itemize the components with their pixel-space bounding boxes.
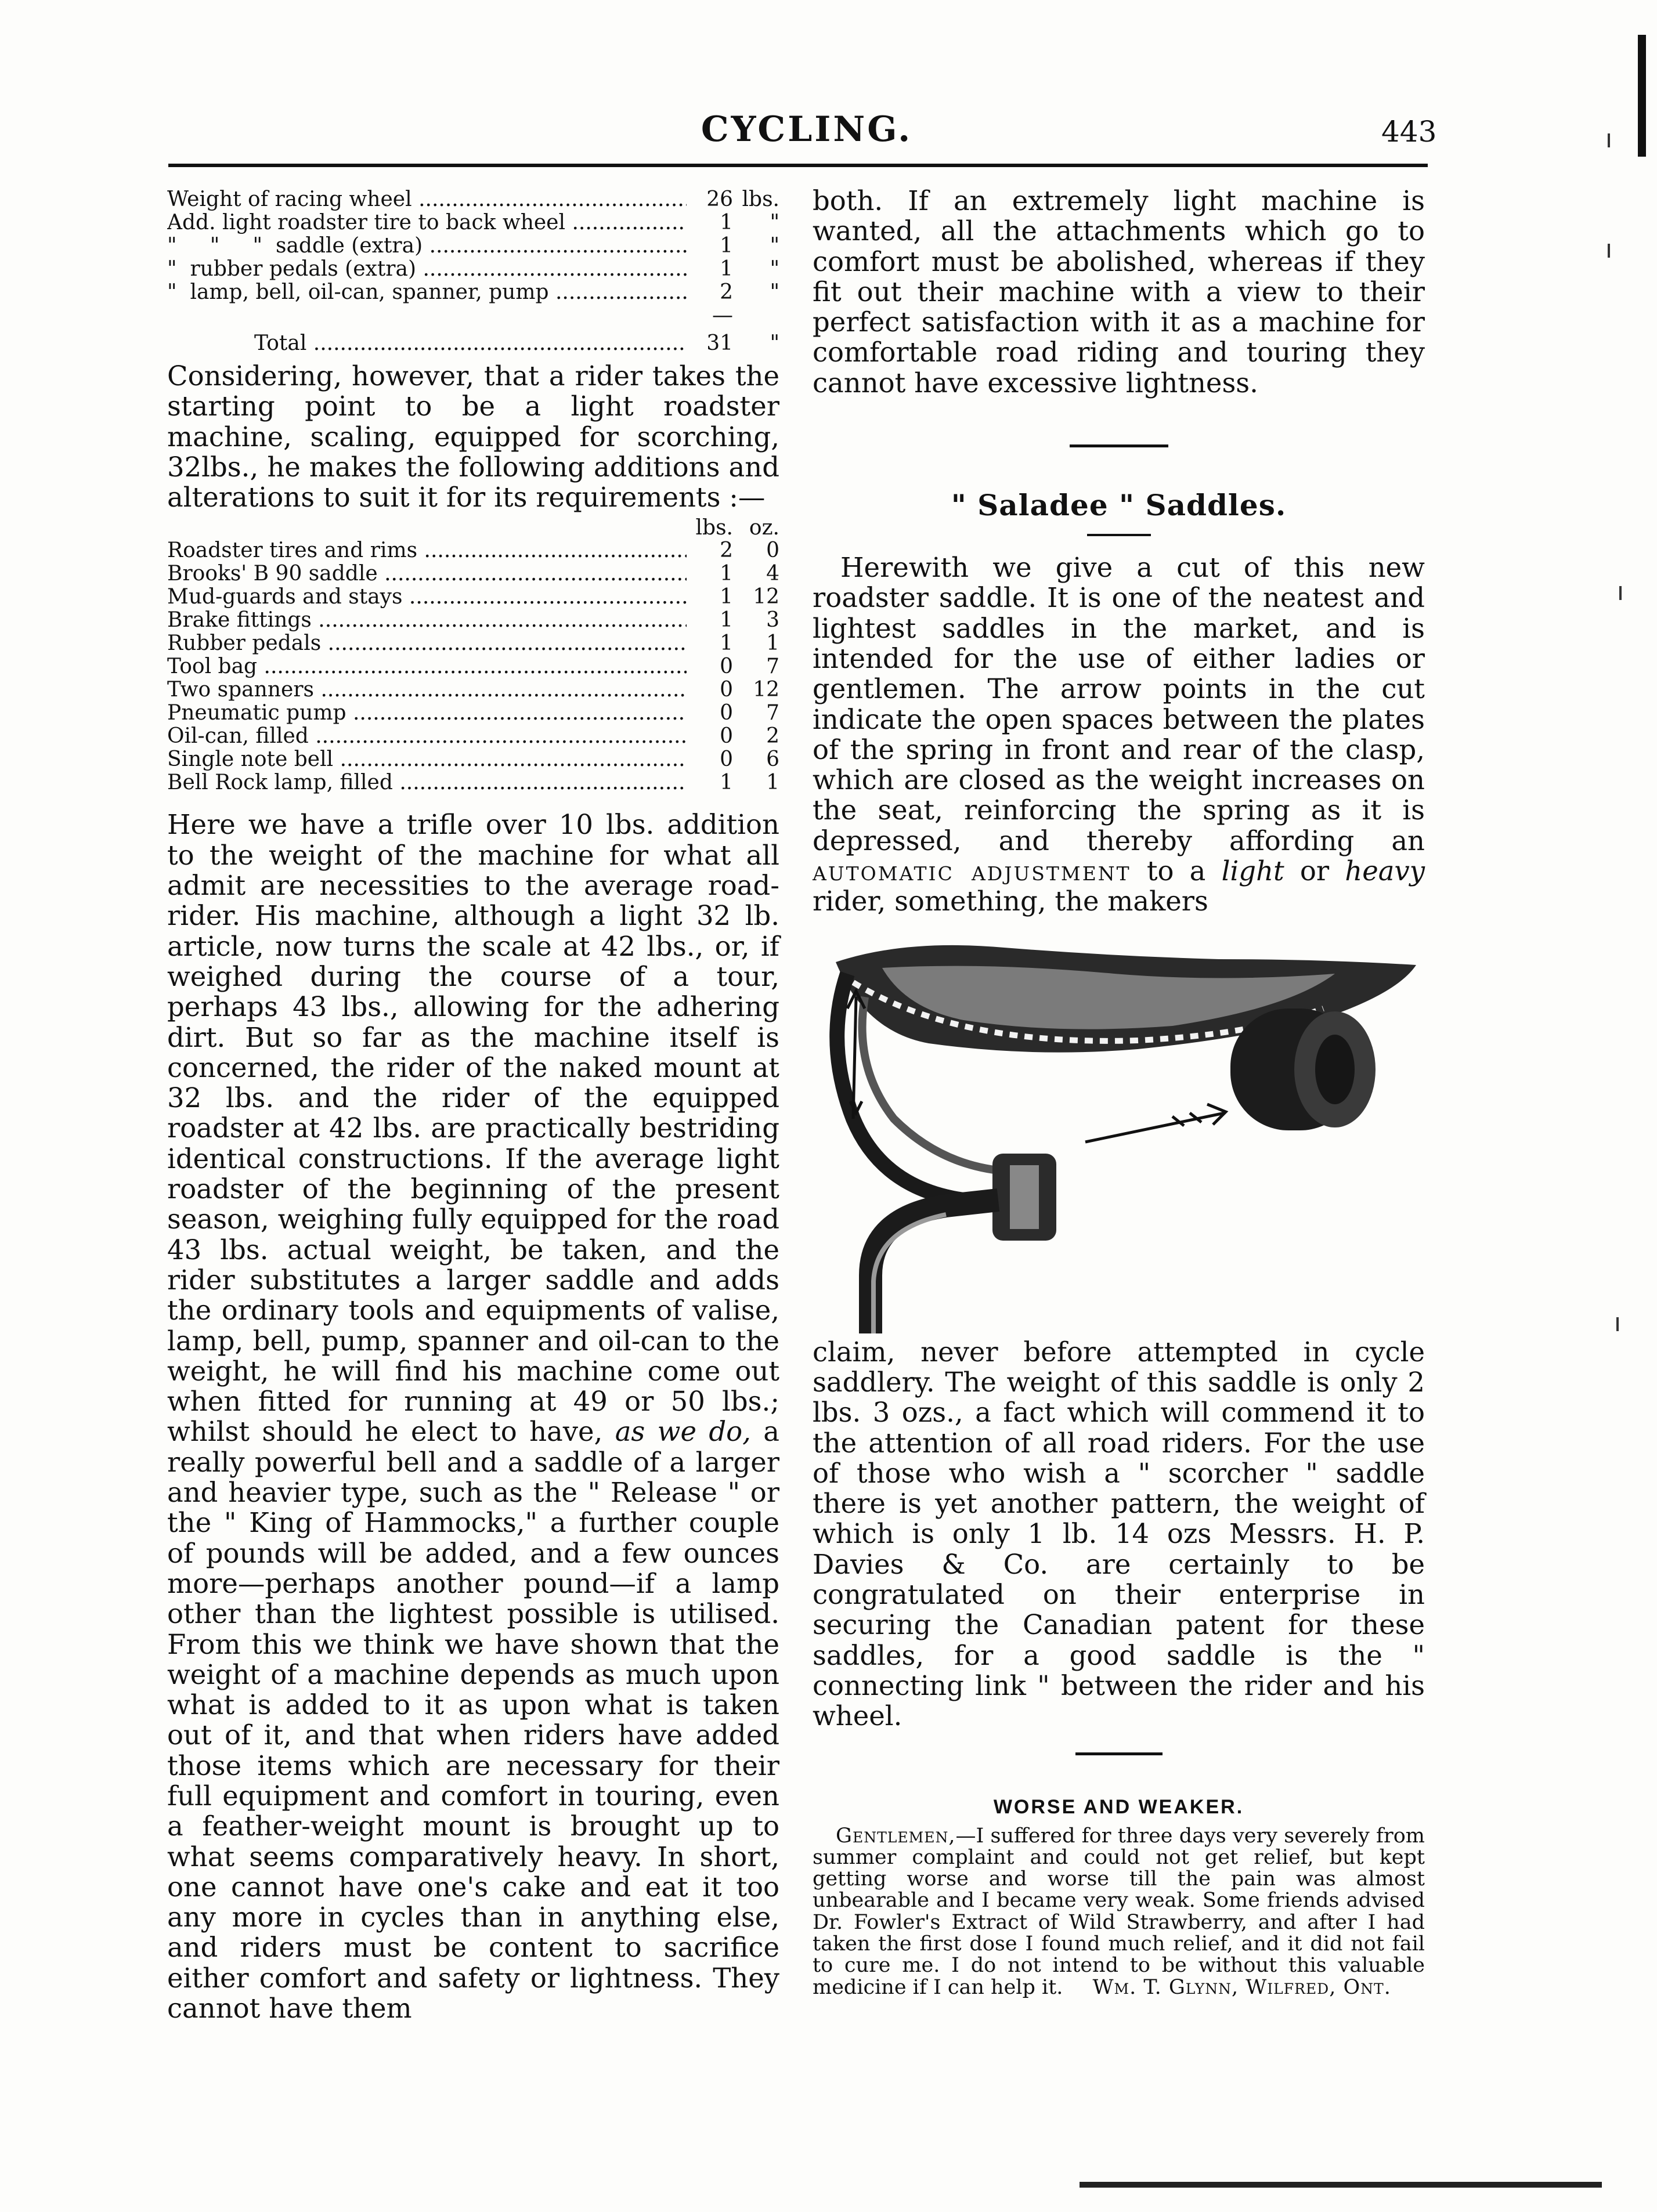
table-row (167, 632, 779, 655)
item-label: Bell Rock lamp, filled ..... (167, 771, 687, 794)
row-value: 26 (706, 187, 733, 211)
table-row (167, 702, 779, 725)
ad-body (813, 1826, 1425, 1998)
table-row (167, 655, 779, 678)
saddle-illustration (813, 927, 1425, 1333)
column-header-oz: oz. (749, 516, 779, 540)
text-run: rider, something, the makers (813, 885, 1208, 917)
total-label: Total ..... (167, 332, 687, 355)
item-lbs: 0 (720, 724, 733, 749)
additions-table-header (167, 517, 779, 539)
item-label: Rubber pedals ..... (167, 632, 687, 655)
table-row (167, 258, 779, 281)
paragraph: Considering, however, that a rider takes the starting point to be a light roadster machine, scaling, equipped for scorching, 32lbs., he makes the following additions and alterations to suit it for its requirements :— (167, 360, 779, 514)
item-oz: 7 (766, 655, 779, 679)
small-caps-text: automatic adjustment (813, 855, 1131, 887)
item-label: Two spanners ..... (167, 678, 687, 702)
section-divider (1075, 1752, 1163, 1755)
scan-mark (1608, 244, 1610, 258)
row-unit: " (770, 234, 779, 258)
row-label: Weight of racing wheel ..... (167, 188, 687, 211)
table-row (167, 188, 779, 211)
right-column (813, 186, 1425, 1998)
arrow-icon (1085, 1104, 1226, 1142)
table-row (167, 585, 779, 609)
row-value: 2 (720, 280, 733, 304)
item-oz: 6 (766, 747, 779, 772)
article-title: " Saladee " Saddles. (951, 488, 1287, 523)
item-oz: 3 (766, 608, 779, 632)
table-row (167, 234, 779, 258)
additions-table (167, 539, 779, 794)
table-row (167, 725, 779, 748)
paragraph: both. If an extremely light machine is wanted, all the attachments which go to comfort must be abolished, whereas if they fit out their machine with a view to their perfect satisfaction with it as a machine for comfortable road riding and touring they cannot have excessive lightness. (813, 185, 1425, 399)
total-unit: " (770, 331, 779, 355)
seat-post (871, 1200, 998, 1333)
item-lbs: 0 (720, 747, 733, 772)
scan-edge (1638, 35, 1646, 157)
running-head: CYCLING. (701, 109, 913, 150)
item-lbs: 0 (720, 678, 733, 702)
sum-dash: — (712, 303, 733, 327)
item-oz: 12 (753, 585, 779, 609)
item-lbs: 1 (720, 585, 733, 609)
text-run: Herewith we give a cut of this new roadster saddle. It is one of the neatest and lightest saddles in the market, and is intended for the use of either ladies or gentlemen. The arrow points in the cut indicate the open spaces between the plates of the spring in front and rear of the clasp, which are closed as the weight increases on the seat, reinforcing the spring as it is depressed, and thereby affording an (813, 552, 1425, 856)
text-run: Here we have a trifle over 10 lbs. addition to the weight of the machine for what all admit are necessities to the average road-rider. His machine, although a light 32 lb. article, now turns the scale at 42 lbs., or, if weighed during the course of a tour, perhaps 43 lbs., allowing for the adhering dirt. But so far as the machine itself is concerned, the rider of the naked mount at 32 lbs. and the rider of the equipped roadster at 42 lbs. are practically bestriding identical constructions. If the average light roadster of the beginning of the present season, weighing fully equipped for the road 43 lbs. actual weight, be taken, and the rider substitutes a larger saddle and adds the ordinary tools and equipments of valise, lamp, bell, pump, spanner and oil-can to the weight, he will find his machine come out when fitted for running at 49 or 50 lbs.; whilst should he elect to have, (167, 809, 779, 1448)
row-label: " rubber pedals (extra) ..... (167, 258, 687, 281)
table-row (167, 281, 779, 304)
item-lbs: 0 (720, 655, 733, 679)
item-lbs: 2 (720, 538, 733, 563)
header-rule (168, 164, 1428, 167)
item-lbs: 1 (720, 608, 733, 632)
item-oz: 1 (766, 631, 779, 656)
text-run: —I suffered for three days very severely from summer complaint and could not get relief, but kept getting worse and worse till the pain was almost unbearable and I became very weak. Some friends advised Dr. Fowler's Extract of Wild Strawberry, and after I had taken the first dose I found much relief, and it did not fail to cure me. I do not intend to be without this valuable medicine if I can help it. (813, 1824, 1425, 1999)
row-value: 1 (720, 211, 733, 234)
table-row (167, 771, 779, 794)
table-row (167, 211, 779, 234)
item-label: Brooks' B 90 saddle ..... (167, 562, 687, 585)
italic-text: light (1221, 855, 1284, 887)
racing-weights-table (167, 188, 779, 355)
text-run: a really powerful bell and a saddle of a larger and heavier type, such as the " Release " or the " King of Hammocks," a further couple of pounds will be added, and a few ounces more—perhaps another pound—if a lamp other than the lightest possible is utilised. From this we think we have shown that the weight of a machine depends as much upon what is added to it as upon what is taken out of it, and that when riders have added those items which are necessary for their full equipment and comfort in touring, even a feather-weight mount is brought up to what seems comparatively heavy. In short, one cannot have one's cake and eat it too any more in cycles than in anything else, and riders must be content to sacrifice either comfort and safety or lightness. They cannot have them (167, 1416, 780, 2025)
row-label: Add. light roadster tire to back wheel ..... (167, 211, 687, 234)
total-value: 31 (706, 331, 733, 355)
row-unit: " (770, 257, 779, 281)
row-unit: " (770, 211, 779, 234)
paragraph (167, 809, 779, 2023)
footer-rule (1080, 2182, 1602, 2188)
item-oz: 1 (766, 771, 779, 795)
page-number: 443 (1381, 115, 1437, 149)
column-header-lbs: lbs. (695, 516, 733, 540)
ad-title: WORSE AND WEAKER. (993, 1795, 1244, 1818)
row-label: " lamp, bell, oil-can, spanner, pump ..... (167, 281, 687, 304)
total-row (167, 332, 779, 355)
salutation: Gentlemen, (836, 1824, 956, 1848)
item-oz: 7 (766, 701, 779, 725)
item-label: Tool bag ..... (167, 655, 687, 678)
section-divider (1070, 444, 1168, 447)
table-row (167, 539, 779, 562)
item-label: Brake fittings ..... (167, 609, 687, 632)
title-underline (1087, 534, 1151, 536)
item-label: Roadster tires and rims ..... (167, 539, 687, 562)
row-unit: " (770, 280, 779, 304)
table-row (167, 304, 779, 327)
row-label: " " " saddle (extra) ..... (167, 234, 687, 258)
italic-text: as we do, (615, 1416, 751, 1448)
item-lbs: 1 (720, 562, 733, 586)
item-label: Pneumatic pump ..... (167, 702, 687, 725)
signature: Wm. T. Glynn, Wilfred, Ont. (1092, 1975, 1391, 1999)
paragraph: claim, never before attempted in cycle saddlery. The weight of this saddle is only 2 lbs. 3 ozs., a fact which will commend it to the attention of all road riders. For the use of those who wish a " scorcher " saddle there is yet another pattern, the weight of which is only 1 lb. 14 ozs Messrs. H. P. Davies & Co. are certainly to be congratulated on their enterprise in securing the Canadian patent for these saddles, for a good saddle is the " connecting link " between the rider and his wheel. (813, 1336, 1425, 1732)
table-row (167, 562, 779, 585)
paragraph (813, 552, 1425, 917)
item-lbs: 0 (720, 701, 733, 725)
item-label: Mud-guards and stays ..... (167, 585, 687, 609)
item-label: Single note bell ..... (167, 748, 687, 771)
item-oz: 0 (766, 538, 779, 563)
left-column (167, 186, 779, 2023)
scan-mark (1616, 1317, 1619, 1331)
item-oz: 12 (753, 678, 779, 702)
scan-mark (1619, 586, 1622, 600)
row-unit: lbs. (742, 187, 779, 211)
table-row (167, 609, 779, 632)
italic-text: heavy (1345, 855, 1425, 887)
scan-mark (1608, 133, 1610, 147)
item-label: Oil-can, filled ..... (167, 725, 687, 748)
item-oz: 2 (766, 724, 779, 749)
item-lbs: 1 (720, 631, 733, 656)
table-row (167, 678, 779, 702)
row-value: 1 (720, 234, 733, 258)
text-run: or (1299, 855, 1330, 887)
item-lbs: 1 (720, 771, 733, 795)
text-run: to a (1146, 855, 1206, 887)
table-row (167, 748, 779, 771)
item-oz: 4 (766, 562, 779, 586)
row-value: 1 (720, 257, 733, 281)
